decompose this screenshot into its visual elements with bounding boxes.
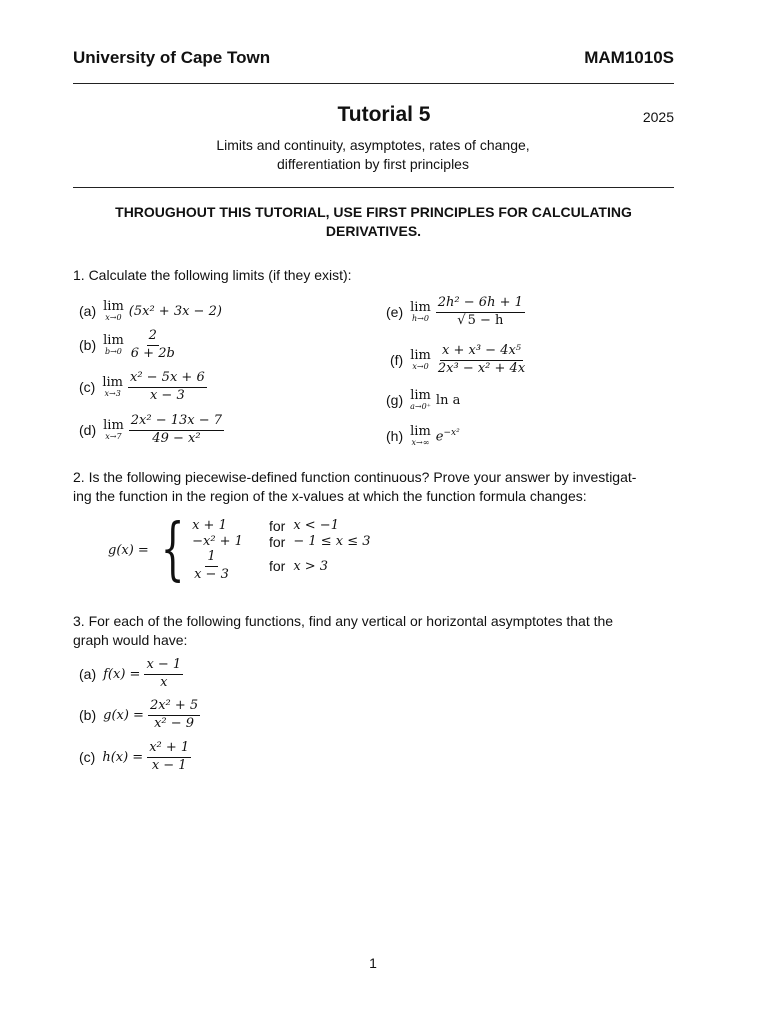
q2-cases (188, 518, 374, 583)
limit-operator: lim x→0 (103, 299, 124, 322)
q1-item-f (390, 344, 527, 377)
q1-label-e: (e) (386, 304, 404, 321)
q3-item-a: (a) f(x) = $\frac{x - 1}{x}$ (79, 657, 182, 690)
q3-label-c: (c) (79, 749, 96, 766)
course-code: MAM1010S (584, 48, 674, 67)
q1-label-d: (d) (79, 422, 97, 439)
q1-h-expression: $e^{-x^2}$ (435, 427, 460, 445)
q1-a-expression: (5x² + 3x − 2) (128, 303, 222, 319)
q2-text-line-2: ing the function in the region of the x-values at which the function formula changes: (73, 488, 587, 504)
q3-text-line-1: 3. For each of the following functions, find any vertical or horizontal asymptotes that the (73, 613, 614, 629)
q1-g-expression: ln a (435, 392, 461, 408)
limit-operator: lim h→0 (410, 300, 431, 324)
subtitle-line-2: differentiation by first principles (277, 156, 469, 172)
q1-b-fraction: $\frac{2}{6 + 2b}$ (130, 328, 175, 361)
q1-item-d (79, 414, 224, 447)
q3-c-fraction: $\frac{\text{x² + 1}}{x - 1}$ (149, 740, 190, 773)
limit-operator: lim x→7 (103, 418, 124, 442)
q3-a-fraction: $\frac{x - 1}{x}$ (146, 657, 182, 690)
header-rule (73, 83, 674, 84)
page-number: 1 (369, 955, 377, 971)
q2-text (73, 468, 674, 506)
limit-operator: lim b→0 (103, 333, 124, 357)
year: 2025 (642, 109, 674, 125)
q2-lhs: g(x) = (108, 542, 149, 558)
q1-item-a (79, 300, 222, 322)
q1-d-fraction: $\frac{\text{2x² − 13x − 7}}{\text{49 − x²}}$ (130, 413, 223, 446)
q3-text (73, 612, 674, 650)
q1-item-e (386, 296, 525, 329)
instruction-line-1: THROUGHOUT THIS TUTORIAL, USE FIRST PRINCIPLES FOR CALCULATING (115, 204, 632, 220)
q1-item-g (386, 389, 460, 411)
q1-item-h (386, 425, 460, 447)
q1-label-b: (b) (79, 337, 97, 354)
q1-label-c: (c) (79, 379, 96, 396)
q3-label-b: (b) (79, 707, 97, 724)
q2-text-line-1: 2. Is the following piecewise-defined function continuous? Prove your answer by investigat- (73, 469, 637, 485)
q1-label-f: (f) (390, 352, 404, 369)
q2-piecewise-function (108, 510, 375, 589)
limit-operator: lim x→3 (102, 375, 123, 399)
case-row: $\frac{1}{x - 3}$ for x > 3 (194, 548, 329, 582)
q1-e-fraction: $\frac{\text{2h² − 6h + 1}}{√ 5 - h}$ (437, 295, 523, 328)
page-title: Tutorial 5 (337, 103, 431, 126)
q1-label-g: (g) (386, 392, 404, 408)
q1-item-c (79, 371, 207, 404)
q1-intro: 1. Calculate the following limits (if they exist): (73, 267, 352, 283)
q1-c-fraction: $\frac{\text{x² − 5x + 6}}{x - 3}$ (129, 370, 205, 403)
q1-label-h: (h) (386, 428, 404, 444)
sqrt-sign: √ (457, 312, 466, 328)
limit-operator: lim x→0 (410, 348, 431, 372)
q3-item-b: (b) g(x) = $\frac{\text{2x² + 5}}{\text{x² − 9}}$ (79, 698, 199, 731)
q3-text-line-2: graph would have: (73, 632, 188, 648)
university-name: University of Cape Town (73, 48, 271, 67)
instruction-line-2: DERIVATIVES. (325, 223, 422, 239)
case-row: x + 1 for x < −1 (192, 517, 339, 534)
q3-label-a: (a) (79, 666, 97, 683)
q3-item-c: (c) h(x) = $\frac{\text{x² + 1}}{x - 1}$ (79, 740, 190, 773)
title-rule (73, 187, 674, 188)
limit-operator: lim a→0⁺ (410, 388, 431, 411)
q3-b-fraction: $\frac{\text{2x² + 5}}{\text{x² − 9}}$ (149, 698, 199, 731)
case-row: −x² + 1 for − 1 ≤ x ≤ 3 (192, 533, 371, 550)
subtitle-line-1: Limits and continuity, asymptotes, rates of change, (216, 137, 530, 153)
q1-f-fraction: $\frac{\text{x + x³ − 4x⁵}}{\text{2x³ − x² + 4x}}$ (437, 343, 526, 376)
left-brace: { (160, 510, 185, 589)
limit-operator: lim x→∞ (410, 424, 431, 447)
instruction (73, 203, 674, 241)
q1-label-a: (a) (79, 303, 97, 319)
q1-item-b (79, 329, 177, 362)
